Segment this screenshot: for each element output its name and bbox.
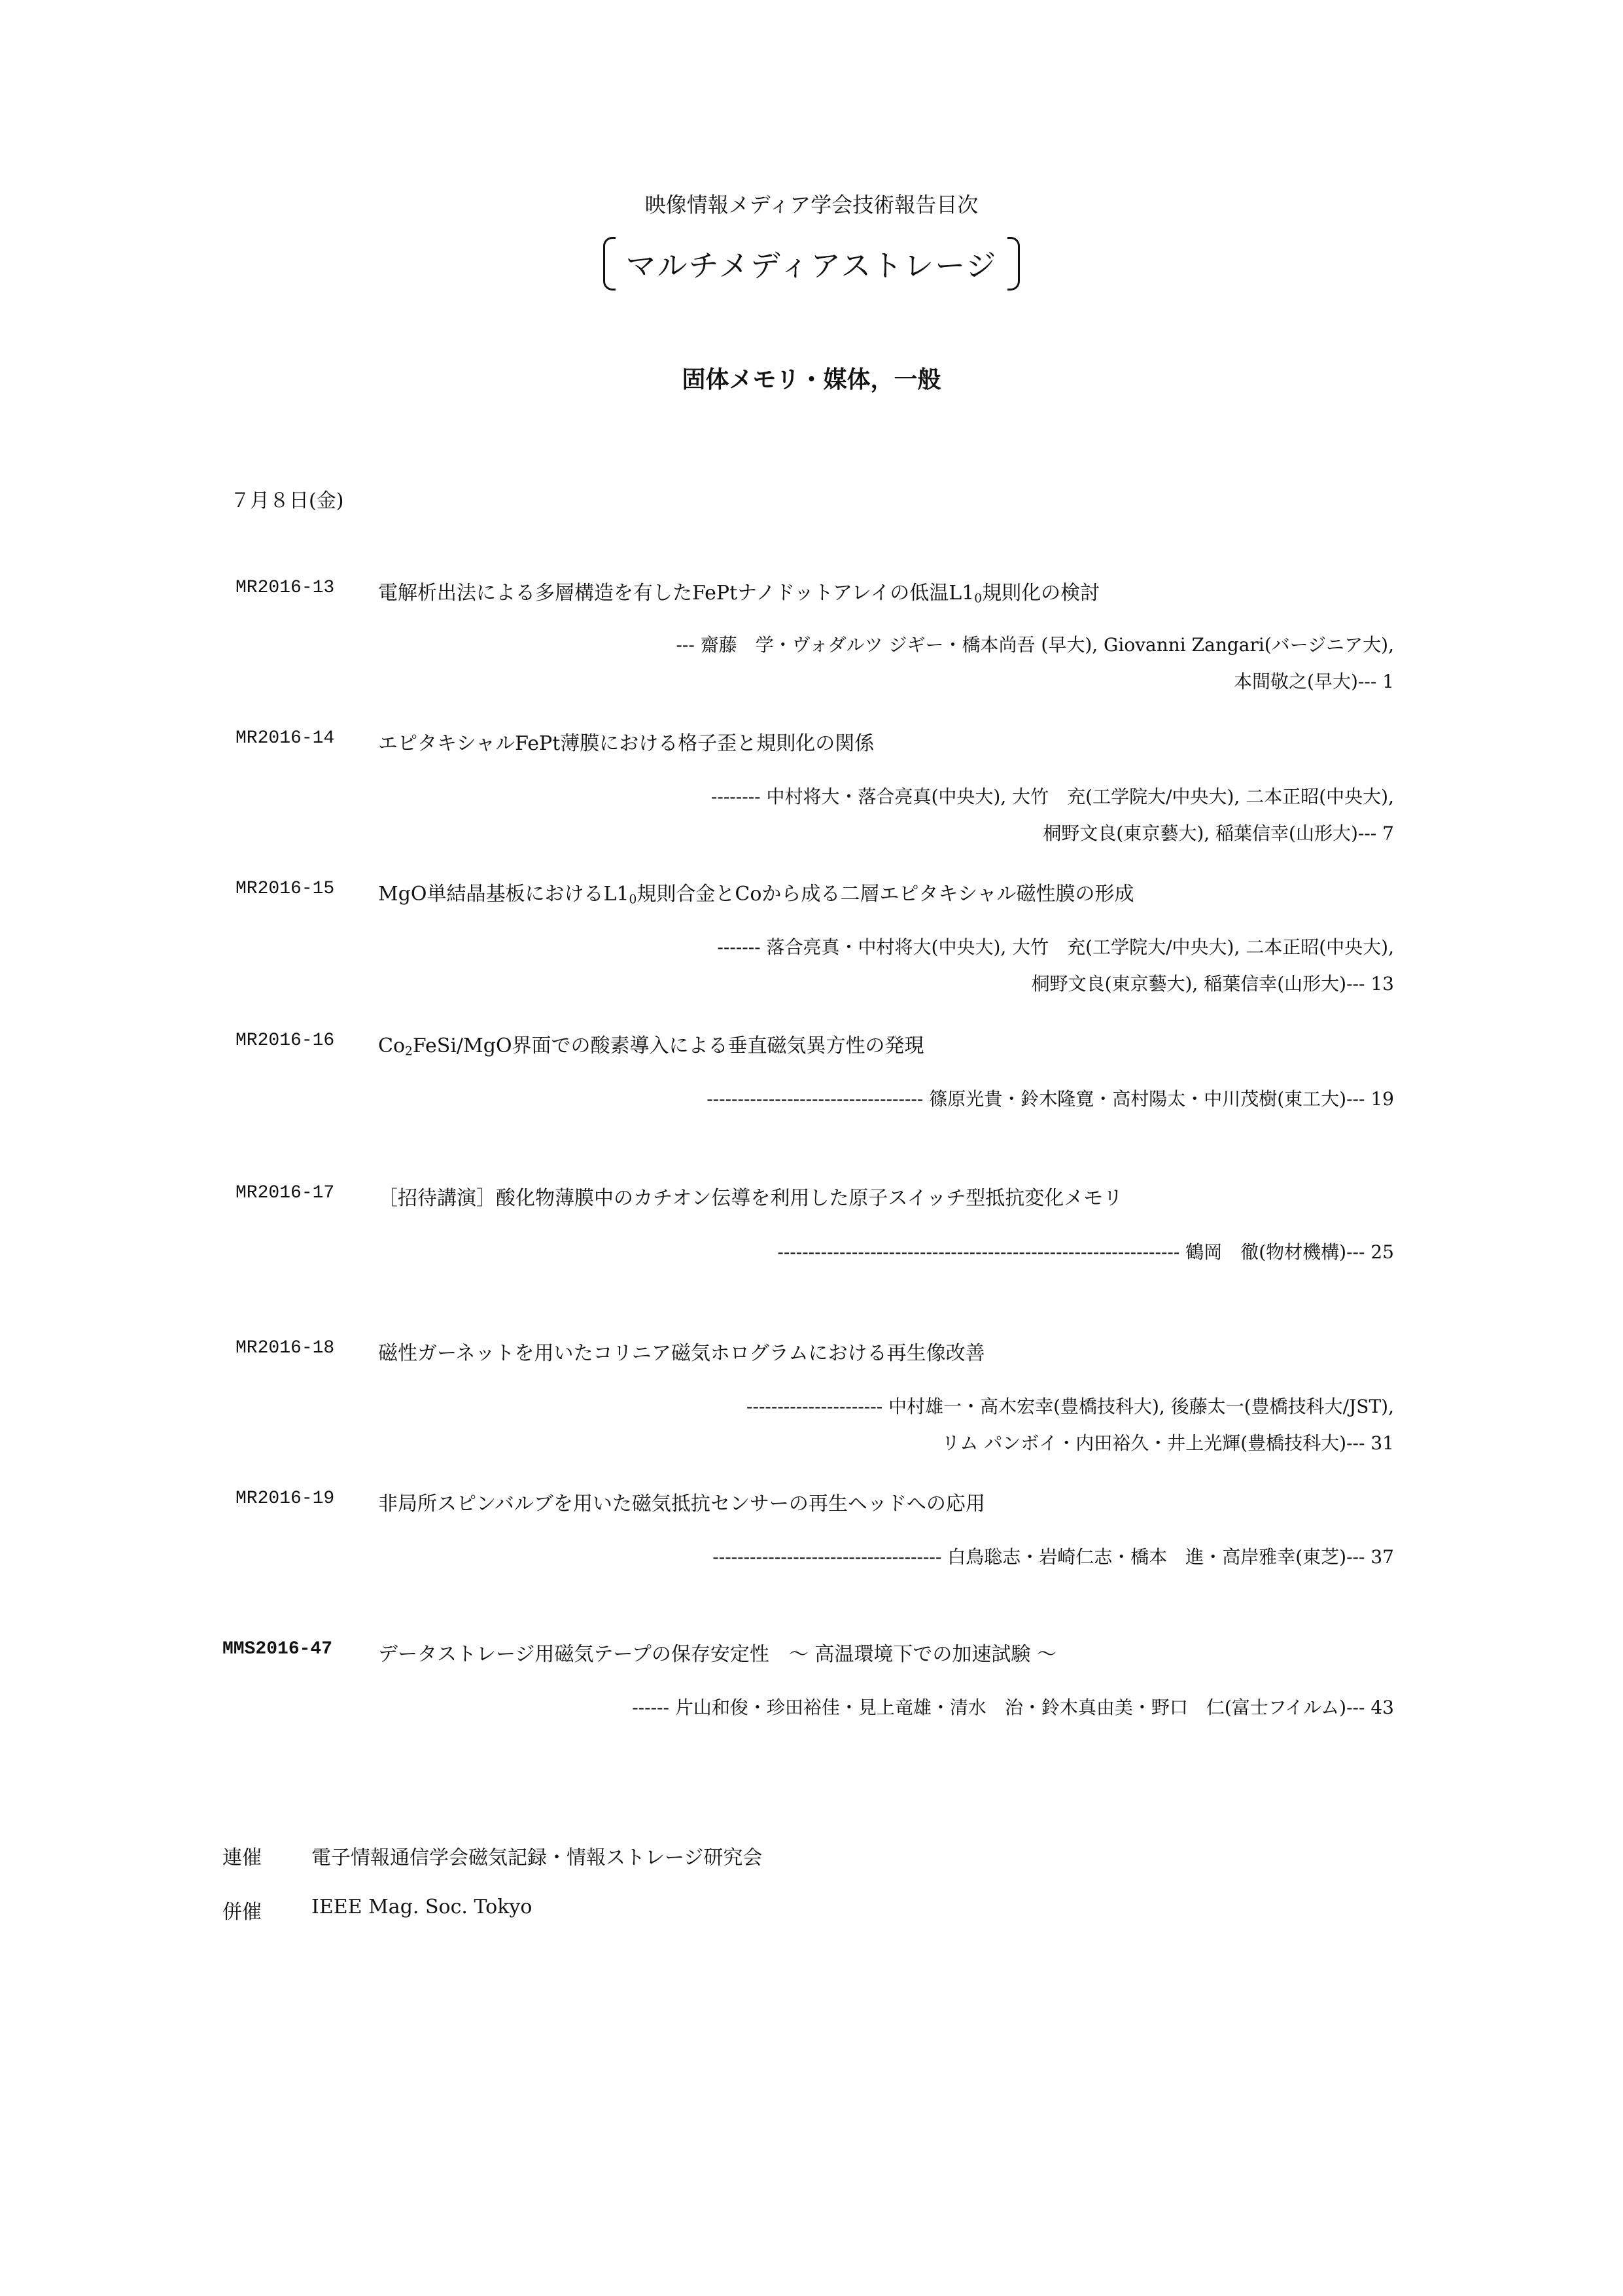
paper-authors bbox=[777, 1234, 1394, 1271]
paper-title: エピタキシャルFePt薄膜における格子歪と規則化の関係 bbox=[378, 732, 875, 755]
author-line: ----------------------------------------------------------------- 鶴岡 徹(物材機構)--- 25 bbox=[777, 1241, 1394, 1263]
paper-code: MMS2016-47 bbox=[222, 1639, 333, 1659]
committee-name: マルチメディアストレージ bbox=[625, 248, 998, 283]
author-line: --- 齋藤 学・ヴォダルツ ジギー・橋本尚吾 (早大), Giovanni Zangari(バージニア大), bbox=[676, 634, 1394, 656]
paper-authors bbox=[717, 929, 1394, 1002]
paper-title: MgO単結晶基板における$L1_0$規則合金とCoから成る二層エピタキシャル磁性膜の形成 bbox=[378, 883, 1134, 907]
author-line: ------------------------------------- 白鳥聡志・岩崎仁志・橋本 進・高岸雅幸(東芝)--- 37 bbox=[712, 1546, 1394, 1568]
paper-title: データストレージ用磁気テープの保存安定性 ～ 高温環境下での加速試験 ～ bbox=[378, 1643, 1056, 1666]
author-line: ------- 落合亮真・中村将大(中央大), 大竹 充(工学院大/中央大), 二本正昭(中央大), bbox=[717, 936, 1394, 958]
paper-authors bbox=[711, 779, 1394, 852]
paper-title: 磁性ガーネットを用いたコリニア磁気ホログラムにおける再生像改善 bbox=[378, 1342, 985, 1365]
author-line: 桐野文良(東京藝大), 稲葉信幸(山形大)--- 7 bbox=[1043, 822, 1394, 844]
paper-title: 電解析出法による多層構造を有したFePtナノドットアレイの低温$L1_0$規則化の検討 bbox=[378, 582, 1100, 606]
author-line: 桐野文良(東京藝大), 稲葉信幸(山形大)--- 13 bbox=[1031, 973, 1394, 995]
paper-authors bbox=[712, 1539, 1394, 1576]
author-line: -------- 中村将大・落合亮真(中央大), 大竹 充(工学院大/中央大), 二本正昭(中央大), bbox=[710, 786, 1394, 807]
author-line: ----------------------------------- 篠原光貴・鈴木隆寛・高村陽太・中川茂樹(東工大)--- 19 bbox=[707, 1088, 1394, 1110]
paper-code: MR2016-13 bbox=[236, 578, 335, 598]
co-host-label: 連催 bbox=[222, 1846, 262, 1869]
paper-code: MR2016-19 bbox=[236, 1489, 335, 1509]
left-bracket-icon bbox=[603, 237, 616, 291]
paper-authors bbox=[676, 627, 1394, 700]
joint-text: IEEE Mag. Soc. Tokyo bbox=[311, 1896, 532, 1918]
joint-label: 併催 bbox=[222, 1901, 262, 1924]
right-bracket-icon bbox=[1007, 237, 1020, 291]
author-line: ------ 片山和俊・珍田裕佳・見上竜雄・清水 治・鈴木真由美・野口 仁(富士フイルム)--- 43 bbox=[632, 1697, 1394, 1718]
session-title: 固体メモリ・媒体，一般 bbox=[682, 366, 941, 393]
paper-code: MR2016-17 bbox=[236, 1183, 335, 1203]
committee-name-box bbox=[0, 237, 1623, 293]
author-line: ---------------------- 中村雄一・高木宏幸(豊橋技科大), 後藤太一(豊橋技科大/JST), bbox=[746, 1396, 1394, 1417]
paper-code: MR2016-16 bbox=[236, 1031, 335, 1051]
session-date: ７月８日(金) bbox=[230, 489, 344, 512]
paper-title: $Co_2FeSi$/MgO界面での酸素導入による垂直磁気異方性の発現 bbox=[378, 1034, 924, 1059]
report-title: 映像情報メディア学会技術報告目次 bbox=[644, 192, 979, 217]
paper-title: 非局所スピンバルブを用いた磁気抵抗センサーの再生ヘッドへの応用 bbox=[378, 1492, 985, 1515]
co-host-text: 電子情報通信学会磁気記録・情報ストレージ研究会 bbox=[311, 1846, 763, 1869]
paper-code: MR2016-14 bbox=[236, 728, 335, 749]
paper-code: MR2016-15 bbox=[236, 879, 335, 899]
paper-authors bbox=[746, 1388, 1394, 1462]
paper-authors bbox=[632, 1689, 1394, 1726]
author-line: 本間敬之(早大)--- 1 bbox=[1234, 671, 1394, 692]
paper-code: MR2016-18 bbox=[236, 1338, 335, 1358]
paper-title: ［招待講演］酸化物薄膜中のカチオン伝導を利用した原子スイッチ型抵抗変化メモリ bbox=[378, 1187, 1123, 1210]
author-line: リム パンボイ・内田裕久・井上光輝(豊橋技科大)--- 31 bbox=[941, 1432, 1394, 1454]
paper-authors bbox=[707, 1081, 1394, 1118]
